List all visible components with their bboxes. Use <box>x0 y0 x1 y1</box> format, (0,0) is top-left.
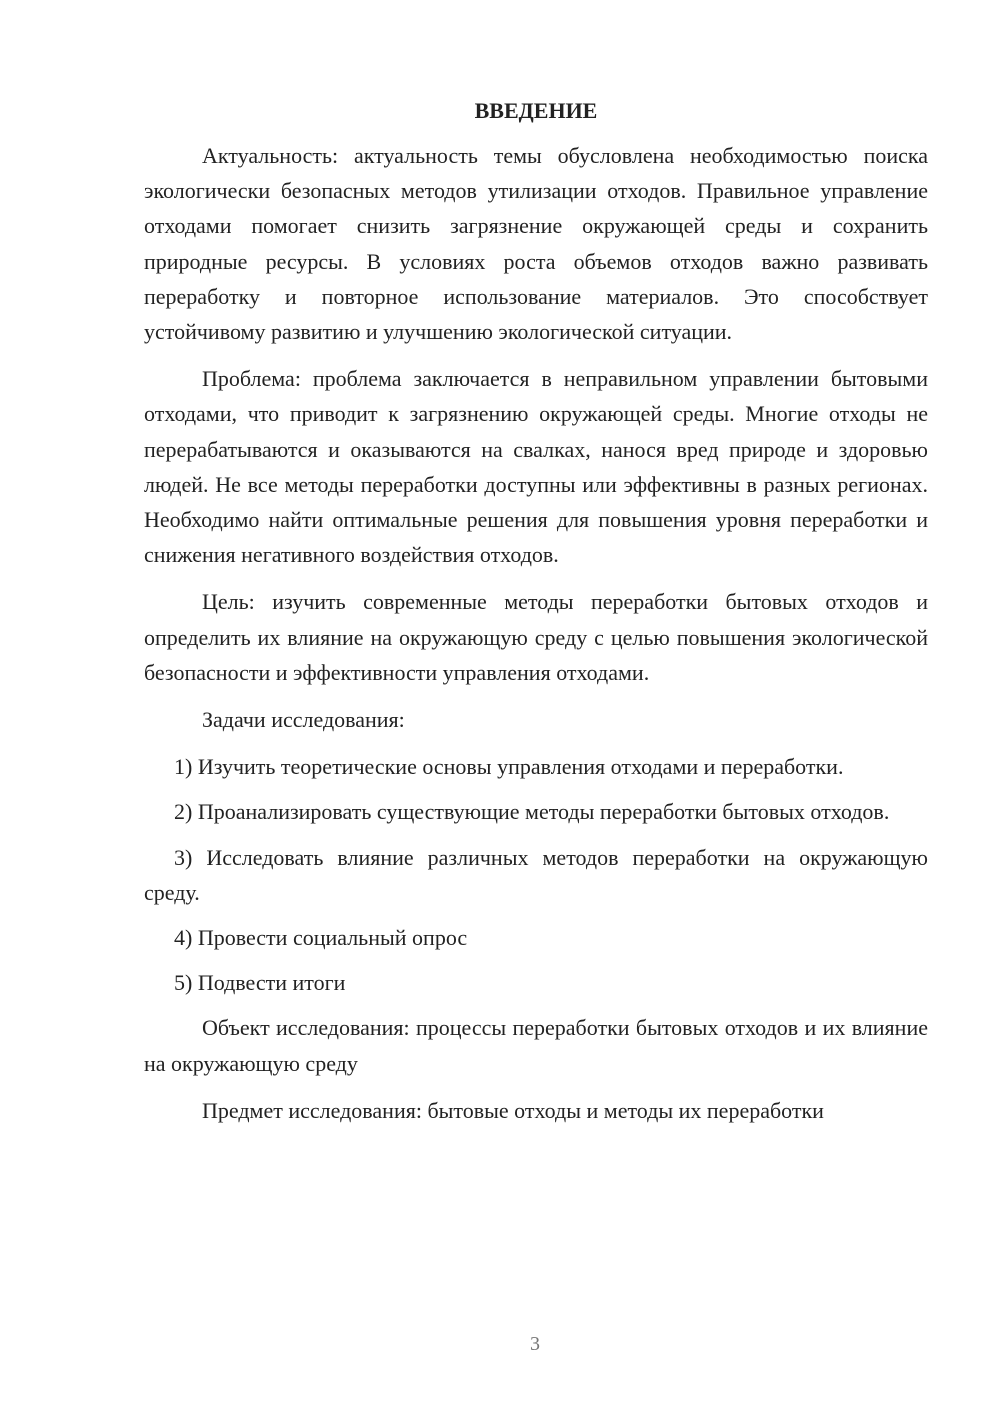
task-item-4: 4) Провести социальный опрос <box>174 925 468 951</box>
problem-paragraph: Проблема: проблема заключается в неправильном управлении бытовыми отходами, что приводит к загрязнению окружающей среды. Многие отходы не перерабатываются и оказываются на свалках, нанося вред природе и здоровью людей. Не все методы переработки доступны или эффективны в разных регионах. Необходимо найти оптимальные решения для повышения уровня переработки и снижения негативного воздействия отходов. <box>144 366 928 568</box>
subject-paragraph: Предмет исследования: бытовые отходы и методы их переработки <box>202 1097 824 1123</box>
page-number: 3 <box>530 1333 540 1355</box>
task-item-1: 1) Изучить теоретические основы управления отходами и переработки. <box>174 754 844 780</box>
task-item-2: 2) Проанализировать существующие методы переработки бытовых отходов. <box>174 799 890 825</box>
object-paragraph: Объект исследования: процессы переработки бытовых отходов и их влияние на окружающую среду <box>144 1015 928 1076</box>
tasks-title: Задачи исследования: <box>202 707 405 733</box>
section-heading: ВВЕДЕНИЕ <box>474 98 598 123</box>
task-item-5: 5) Подвести итоги <box>174 970 346 996</box>
relevance-paragraph: Актуальность: актуальность темы обусловлена необходимостью поиска экологически безопасных методов утилизации отходов. Правильное управление отходами помогает снизить загрязнение окружающей среды и сохранить природные ресурсы. В условиях роста объемов отходов важно развивать переработку и повторное использование материалов. Это способствует устойчивому развитию и улучшению экологической ситуации. <box>144 143 928 345</box>
task-item-3: 3) Исследовать влияние различных методов переработки на окружающую среду. <box>144 844 928 905</box>
document-content <box>144 96 928 1140</box>
goal-paragraph: Цель: изучить современные методы переработки бытовых отходов и определить их влияние на окружающую среду с целью повышения экологической безопасности и эффективности управления отходами. <box>144 589 928 685</box>
